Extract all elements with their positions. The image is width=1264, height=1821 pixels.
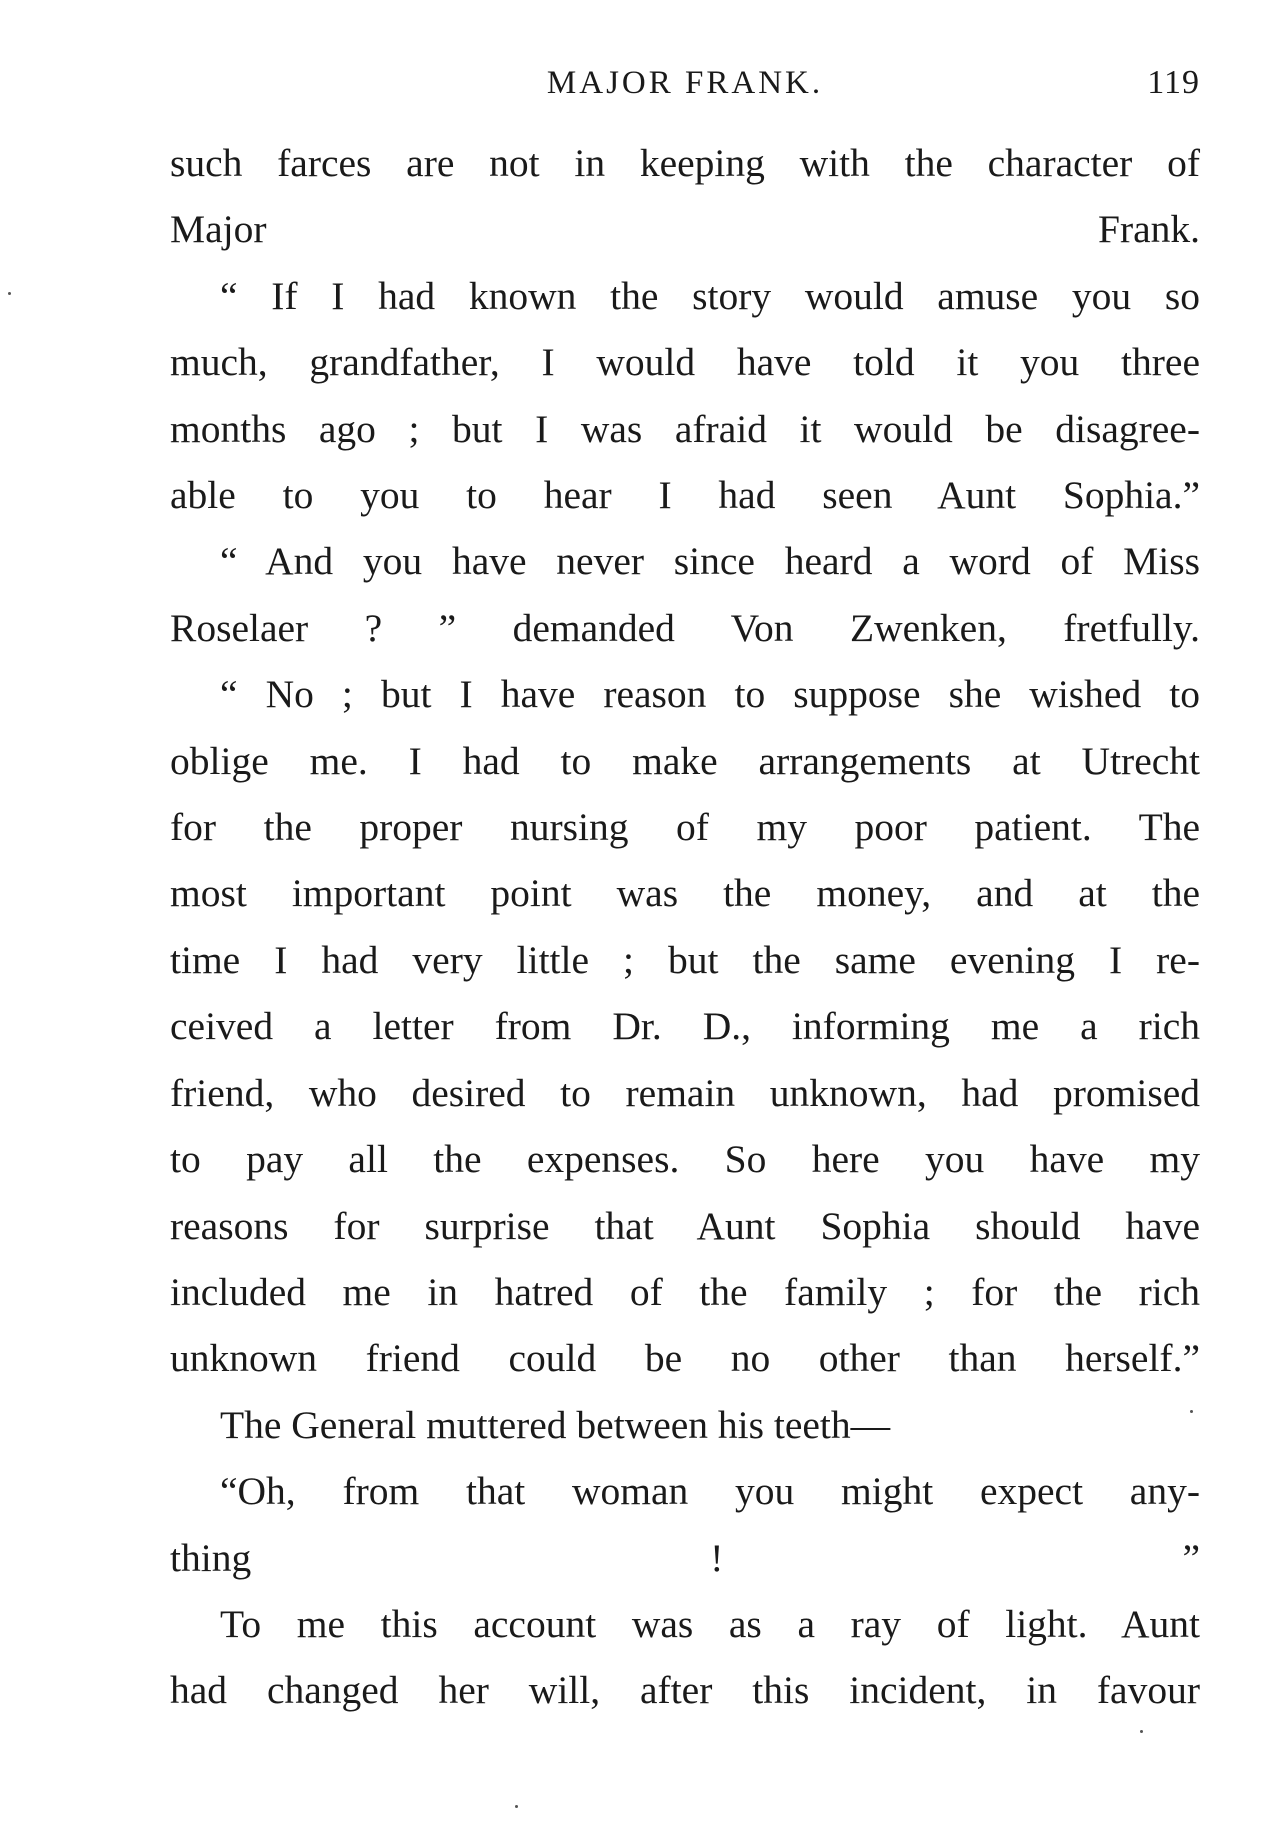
text-line: ceived a letter from Dr. D., informing me a rich: [170, 1004, 1200, 1049]
text-line: Major Frank.: [170, 207, 1200, 252]
body-text: [170, 130, 1200, 1724]
text-line: oblige me. I had to make arrangements at Utrecht: [170, 738, 1200, 783]
running-header: [170, 58, 1200, 108]
text-line: reasons for surprise that Aunt Sophia should have: [170, 1203, 1200, 1248]
text-line: such farces are not in keeping with the character of: [170, 141, 1200, 185]
text-line: friend, who desired to remain unknown, had promised: [170, 1070, 1200, 1115]
text-line: had changed her will, after this incident, in favour: [170, 1668, 1200, 1713]
paper-speck: [1190, 1410, 1193, 1413]
text-line: unknown friend could be no other than herself.”: [170, 1336, 1200, 1381]
text-line: thing ! ”: [170, 1535, 1200, 1580]
running-title: MAJOR FRANK.: [546, 65, 824, 101]
text-line: to pay all the expenses. So here you have my: [170, 1137, 1200, 1182]
paragraph-frank-reply: [170, 263, 1200, 529]
text-line: included me in hatred of the family ; for the rich: [170, 1269, 1200, 1314]
text-line: “ No ; but I have reason to suppose she wished to: [220, 672, 1200, 717]
text-line: “ If I had known the story would amuse you so: [220, 273, 1200, 318]
paragraph-continuation: [170, 130, 1200, 263]
paper-speck: [8, 292, 11, 295]
text-line: The General muttered between his teeth—: [220, 1402, 891, 1447]
text-line: time I had very little ; but the same evening I re-: [170, 937, 1200, 982]
paragraph-general-exclamation: [170, 1458, 1200, 1591]
text-line: “ And you have never since heard a word of Miss: [220, 539, 1200, 584]
text-line: able to you to hear I had seen Aunt Sophia.”: [170, 473, 1200, 518]
text-line: much, grandfather, I would have told it you three: [170, 340, 1200, 385]
paper-speck: [515, 1805, 518, 1808]
text-line: Roselaer ? ” demanded Von Zwenken, fretfully.: [170, 605, 1200, 650]
text-line: for the proper nursing of my poor patient. The: [170, 805, 1200, 850]
page-number: 119: [1147, 64, 1200, 101]
paragraph-narrator: [170, 1591, 1200, 1724]
text-line: most important point was the money, and at the: [170, 871, 1200, 916]
text-line: To me this account was as a ray of light. Aunt: [220, 1601, 1200, 1646]
paragraph-frank-explanation: [170, 661, 1200, 1391]
text-line: months ago ; but I was afraid it would be disagree-: [170, 406, 1200, 451]
text-line: “Oh, from that woman you might expect any-: [220, 1469, 1200, 1514]
paper-speck: [1140, 1730, 1143, 1733]
paragraph-general-question: [170, 528, 1200, 661]
paragraph-general-mutter: [170, 1392, 1200, 1458]
